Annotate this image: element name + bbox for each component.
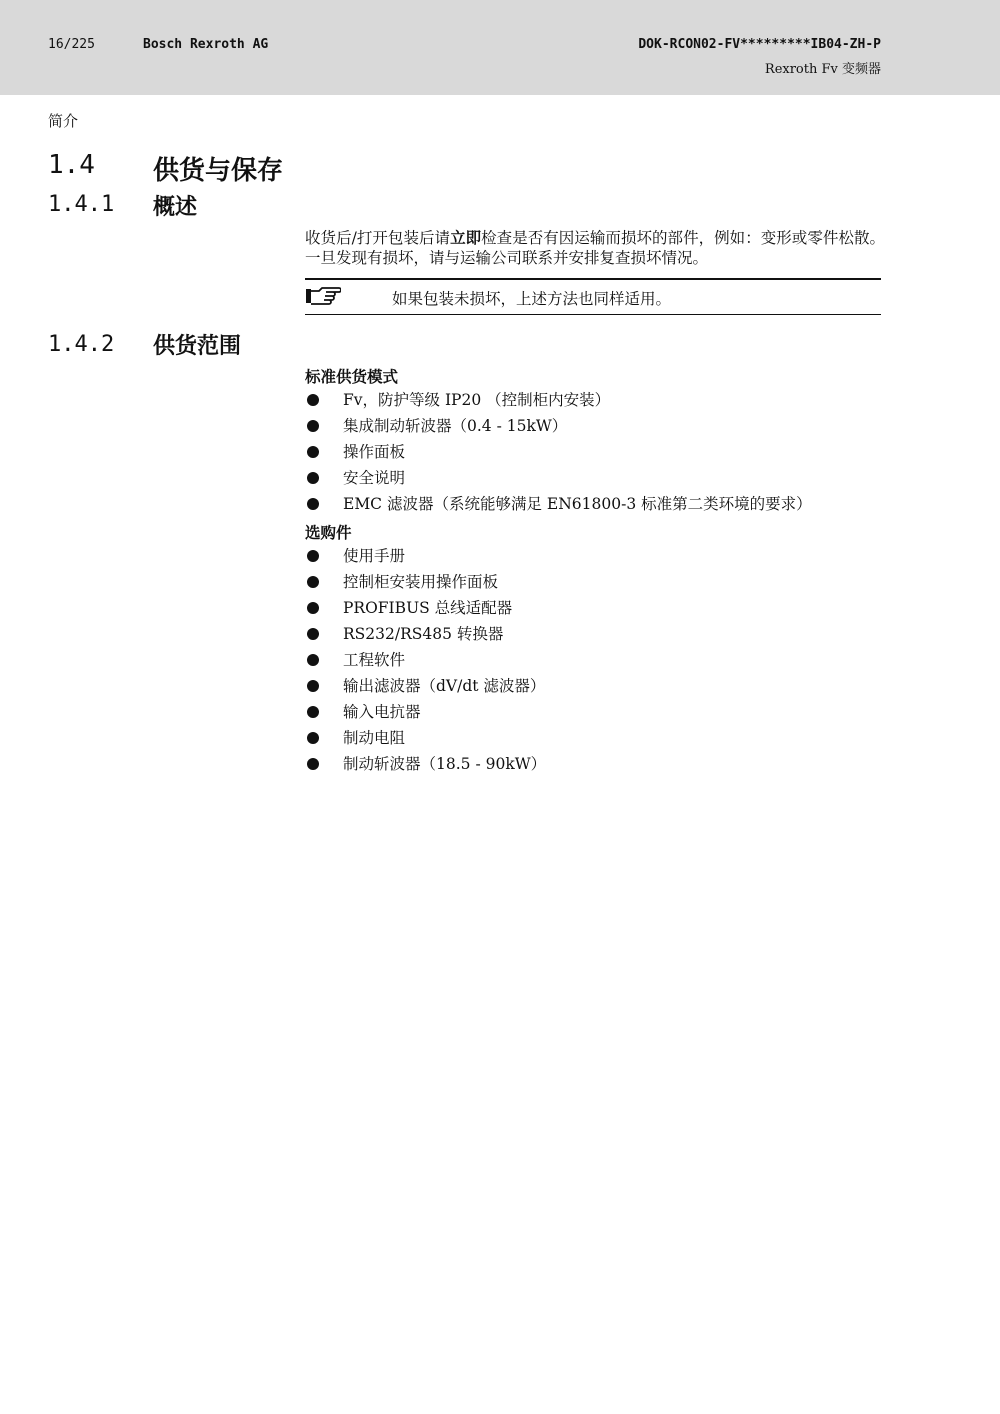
bullet-icon [307, 680, 319, 692]
bullet-icon [307, 654, 319, 666]
note-text: 如果包装未损坏，上述方法也同样适用。 [392, 290, 672, 308]
bullet-icon [307, 446, 319, 458]
bullet-icon [307, 394, 319, 406]
section-number-1-4: 1.4 [48, 150, 95, 180]
bullet-icon [307, 550, 319, 562]
bullet-icon [307, 498, 319, 510]
paragraph-text-start: 收货后/打开包装后请 [305, 229, 451, 247]
pointing-hand-icon [305, 286, 341, 306]
section-number-1-4-1: 1.4.1 [48, 192, 115, 217]
bullet-icon [307, 420, 319, 432]
section-number-1-4-2: 1.4.2 [48, 332, 115, 357]
note-box [305, 278, 881, 315]
paragraph-emphasis: 立即 [450, 228, 482, 247]
standard-delivery-title: 标准供货模式 [305, 368, 399, 386]
optional-parts-title: 选购件 [305, 524, 352, 542]
chapter-label: 简介 [48, 112, 79, 130]
section-title-1-4-1: 概述 [153, 195, 198, 220]
bullet-icon [307, 602, 319, 614]
bullet-icon [307, 628, 319, 640]
bullet-icon [307, 758, 319, 770]
company-name: Bosch Rexroth AG [143, 37, 269, 52]
overview-paragraph [305, 228, 885, 268]
page-number: 16/225 [48, 37, 95, 52]
page-header [0, 0, 1000, 95]
bullet-icon [307, 576, 319, 588]
bullet-icon [307, 472, 319, 484]
product-name: Rexroth Fv 变频器 [764, 62, 881, 77]
section-title-1-4: 供货与保存 [153, 156, 284, 186]
paragraph-text-end: 检查是否有因运输而损坏的部件，例如：变形或零件松散。一旦发现有损坏，请与运输公司联系并安排复查损坏情况。 [305, 229, 885, 267]
bullet-icon [307, 706, 319, 718]
section-title-1-4-2: 供货范围 [153, 334, 242, 359]
bullet-icon [307, 732, 319, 744]
document-id: DOK-RCON02-FV*********IB04-ZH-P [638, 37, 881, 52]
